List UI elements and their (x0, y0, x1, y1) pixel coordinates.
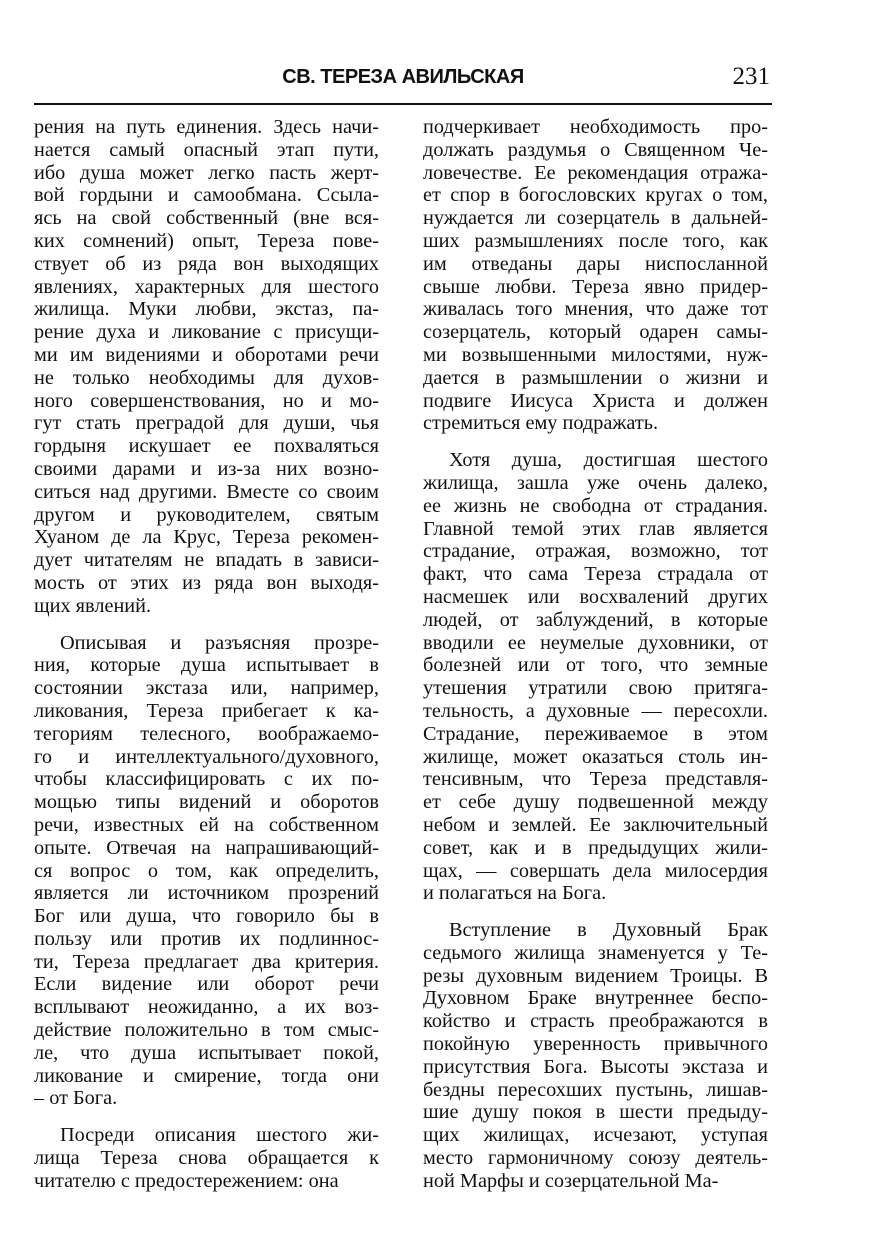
paragraph-gap (34, 1110, 379, 1124)
text-line: мость от этих из ряда вон выходя- (34, 571, 379, 594)
text-line: страдание, отражая, возможно, тот (423, 540, 768, 563)
text-line: жилища. Муки любви, экстаз, па- (34, 298, 379, 321)
text-line: стремиться ему подражать. (423, 412, 659, 435)
text-line: Описывая и разъясняя прозре- (60, 631, 379, 654)
paragraph (423, 449, 768, 905)
text-line: является ли источником прозрений (34, 882, 379, 905)
text-line: действие положительно в том смыс- (34, 1019, 379, 1042)
text-line: Главной темой этих глав является (423, 517, 768, 540)
text-line: ловечестве. Ее рекомендация отража- (423, 161, 768, 184)
text-line: Бог или душа, что говорило бы в (34, 905, 379, 928)
text-line: ликование и смирение, тогда они (34, 1064, 379, 1087)
text-line: состоянии экстаза или, например, (34, 677, 379, 700)
text-line: жилище, может оказаться столь ин- (423, 745, 768, 768)
text-line: подвиге Иисуса Христа и должен (423, 389, 768, 412)
text-line: гут стать преградой для души, чья (34, 412, 379, 435)
text-line: всплывают неожиданно, а их воз- (34, 996, 379, 1019)
text-line: и полагаться на Бога. (423, 882, 607, 905)
text-line: ся вопрос о том, как определить, (34, 859, 379, 882)
running-header (36, 63, 770, 100)
text-line: не только необходимы для духов- (34, 366, 379, 389)
text-line: седьмого жилища знаменуется у Те- (423, 941, 768, 964)
text-line: рение духа и ликование с присущи- (34, 321, 379, 344)
text-line: Духовном Браке внутреннее беспо- (423, 987, 768, 1010)
text-line: ситься над другими. Вместе со своим (34, 480, 379, 503)
text-line: лища Тереза снова обращается к (34, 1147, 379, 1170)
text-line: совет, как и в предыдущих жили- (423, 836, 768, 859)
text-line: Если видение или оборот речи (34, 973, 379, 996)
text-line: вой гордыни и самообмана. Ссыла- (34, 184, 379, 207)
text-line: ших размышлениях после того, как (423, 229, 768, 252)
text-line: место гармоничному союзу деятель- (423, 1147, 768, 1170)
text-line: читателю с предостережением: она (34, 1169, 339, 1192)
paragraph-gap (423, 905, 768, 919)
text-line: ликования, Тереза прибегает к ка- (34, 699, 379, 722)
paragraph (34, 632, 379, 1111)
paragraph (34, 116, 379, 618)
text-line: ясь на свой собственный (вне вся- (34, 207, 379, 230)
text-line: – от Бога. (34, 1087, 118, 1110)
text-line: покойную уверенность привычного (423, 1033, 768, 1056)
text-line: жилища, зашла уже очень далеко, (423, 471, 768, 494)
text-line: койство и страсть преображаются в (423, 1010, 768, 1033)
text-line: пользу или против их подлиннос- (34, 927, 379, 950)
text-line: ной Марфы и созерцательной Ма- (423, 1169, 719, 1192)
text-line: резы духовным видением Троицы. В (423, 964, 768, 987)
text-line: созерцатель, который одарен самы- (423, 321, 768, 344)
text-line: ти, Тереза предлагает два критерия. (34, 950, 379, 973)
text-line: чтобы классифицировать с их по- (34, 768, 379, 791)
text-line: щах, — совершать дела милосердия (423, 859, 768, 882)
text-line: Посреди описания шестого жи- (60, 1124, 379, 1147)
text-line: ного совершенствования, но и мо- (34, 389, 379, 412)
text-line: тегориям телесного, воображаемо- (34, 722, 379, 745)
text-line: рения на путь единения. Здесь начи- (34, 116, 379, 138)
text-line: ми возвышенными милостями, нуж- (423, 343, 768, 366)
paragraph (423, 919, 768, 1193)
text-line: им отведаны дары ниспосланной (423, 252, 768, 275)
text-line: ее жизнь не свободна от страдания. (423, 494, 768, 517)
text-line: ния, которые душа испытывает в (34, 654, 379, 677)
text-line: гордыня искушает ее похваляться (34, 435, 379, 458)
text-line: ет спор в богословских кругах о том, (423, 184, 768, 207)
text-line: Хотя душа, достигшая шестого (449, 449, 768, 472)
header-rule (34, 103, 772, 105)
text-line: го и интеллектуального/духовного, (34, 745, 379, 768)
text-line: ет себе душу подвешенной между (423, 791, 768, 814)
text-line: присутствия Бога. Высоты экстаза и (423, 1055, 768, 1078)
text-line: бездны пересохших пустынь, лишав- (423, 1078, 768, 1101)
text-line: тенсивным, что Тереза представля- (423, 768, 768, 791)
text-line: мощью типы видений и оборотов (34, 791, 379, 814)
text-line: нуждается ли созерцатель в дальней- (423, 207, 768, 230)
text-line: утешения утратили свою притяга- (423, 677, 768, 700)
text-line: речи, известных ей на собственном (34, 813, 379, 836)
text-line: ибо душа может легко пасть жерт- (34, 161, 379, 184)
text-line: щих жилищах, исчезают, уступая (423, 1124, 768, 1147)
text-line: подчеркивает необходимость про- (423, 116, 768, 138)
text-line: Страдание, переживаемое в этом (423, 722, 768, 745)
text-line: дует читателям не впадать в зависи- (34, 549, 379, 572)
text-line: Вступление в Духовный Брак (449, 919, 768, 942)
text-line: ле, что душа испытывает покой, (34, 1041, 379, 1064)
right-column (423, 116, 768, 1193)
text-line: людей, от заблуждений, в которые (423, 608, 768, 631)
running-title: СВ. ТЕРЕЗА АВИЛЬСКАЯ (282, 66, 524, 88)
text-line: шие душу покоя в шести предыду- (423, 1101, 768, 1124)
text-line: факт, что сама Тереза страдала от (423, 563, 768, 586)
paragraph (423, 116, 768, 435)
text-line: должать раздумья о Священном Че- (423, 138, 768, 161)
paragraph (34, 1124, 379, 1192)
text-line: небом и землей. Ее заключительный (423, 813, 768, 836)
text-line: ствует об из ряда вон выходящих (34, 252, 379, 275)
text-line: явлениях, характерных для шестого (34, 275, 379, 298)
text-line: ми им видениями и оборотами речи (34, 343, 379, 366)
text-line: насмешек или восхвалений других (423, 585, 768, 608)
text-line: ких сомнений) опыт, Тереза пове- (34, 229, 379, 252)
left-column (34, 116, 379, 1193)
paragraph-gap (34, 618, 379, 632)
text-line: свыше любви. Тереза явно придер- (423, 275, 768, 298)
text-line: другом и руководителем, святым (34, 503, 379, 526)
text-line: Хуаном де ла Крус, Тереза рекомен- (34, 526, 379, 549)
text-line: опыте. Отвечая на напрашивающий- (34, 836, 379, 859)
text-line: живалась того мнения, что даже тот (423, 298, 768, 321)
text-line: щих явлений. (34, 594, 152, 617)
paragraph-gap (423, 435, 768, 449)
text-line: своими дарами и из-за них возно- (34, 457, 379, 480)
page-number: 231 (732, 63, 770, 90)
text-line: нается самый опасный этап пути, (34, 138, 379, 161)
text-line: дается в размышлении о жизни и (423, 366, 768, 389)
text-line: болезней или от того, что земные (423, 654, 768, 677)
text-line: вводили ее неумелые духовники, от (423, 631, 768, 654)
text-line: тельность, а духовные — пересохли. (423, 699, 768, 722)
